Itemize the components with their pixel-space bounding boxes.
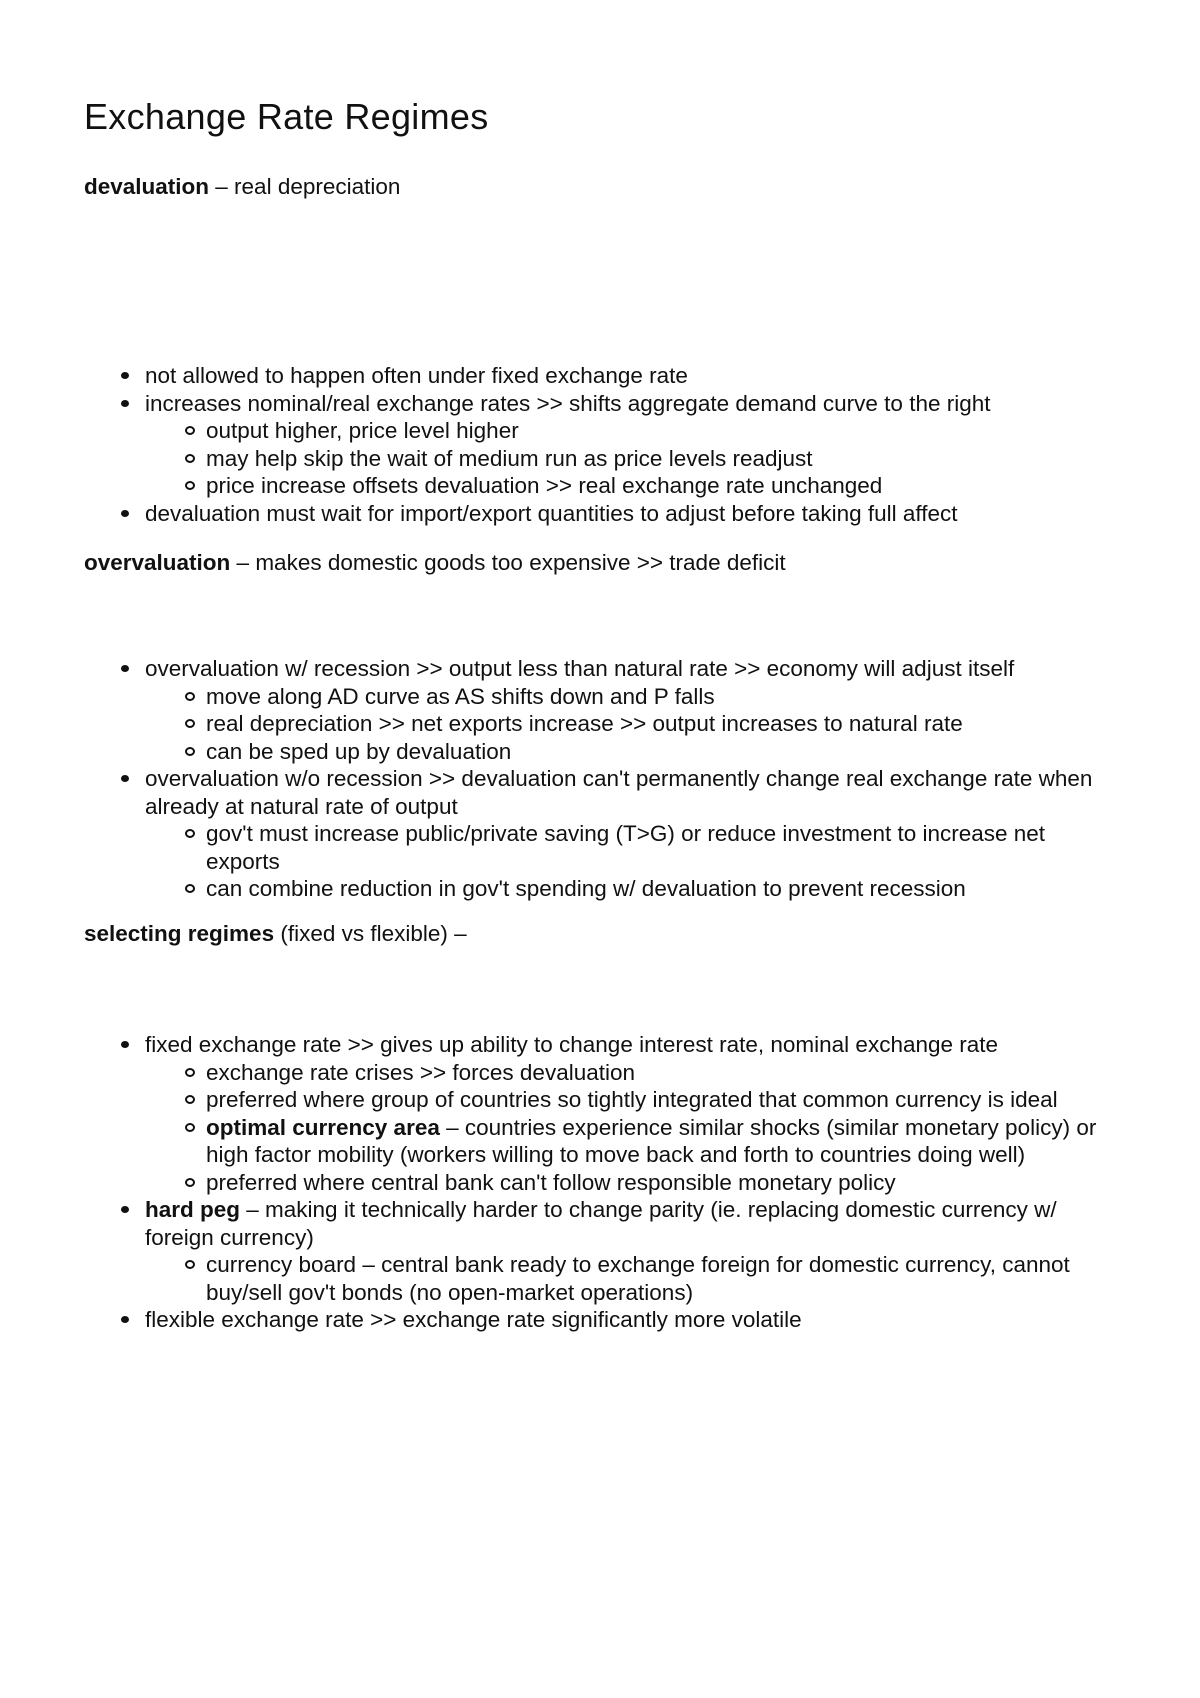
sub-list-item: exchange rate crises >> forces devaluation	[206, 1059, 1125, 1087]
bullet-text: devaluation must wait for import/export quantities to adjust before taking full affect	[145, 500, 958, 526]
sub-list	[145, 820, 1125, 903]
term-hard-peg: hard peg	[145, 1197, 241, 1222]
page-title: Exchange Rate Regimes	[84, 96, 489, 137]
selecting-regimes-definition	[84, 920, 467, 947]
sub-list-item: output higher, price level higher	[206, 417, 1125, 445]
devaluation-definition	[84, 173, 400, 200]
list-item	[145, 362, 1125, 390]
sub-list-item: can be sped up by devaluation	[206, 738, 1125, 766]
sub-list-item: preferred where central bank can't follow responsible monetary policy	[206, 1169, 1125, 1197]
overvaluation-definition	[84, 549, 786, 576]
devaluation-def: – real depreciation	[209, 174, 401, 199]
sub-list-item: price increase offsets devaluation >> real exchange rate unchanged	[206, 472, 1125, 500]
hard-peg-def: – making it technically harder to change parity (ie. replacing domestic currency w/ foreign currency)	[145, 1197, 1057, 1250]
sub-list	[145, 1059, 1125, 1197]
overvaluation-list	[145, 655, 1125, 903]
list-item	[145, 1031, 1125, 1196]
selecting-regimes-list	[145, 1031, 1125, 1334]
term-overvaluation: overvaluation	[84, 550, 231, 575]
selecting-regimes-def: (fixed vs flexible) –	[274, 921, 467, 946]
list-item	[145, 655, 1125, 765]
overvaluation-def: – makes domestic goods too expensive >> trade deficit	[230, 550, 786, 575]
list-item	[145, 1306, 1125, 1334]
sub-list-item: gov't must increase public/private saving (T>G) or reduce investment to increase net exports	[206, 820, 1125, 875]
bullet-text: overvaluation w/o recession >> devaluation can't permanently change real exchange rate when already at natural rate of output	[145, 766, 1093, 819]
sub-list-item: move along AD curve as AS shifts down and P falls	[206, 683, 1125, 711]
bullet-text: overvaluation w/ recession >> output less than natural rate >> economy will adjust itself	[145, 656, 1015, 681]
list-item	[145, 390, 1125, 500]
sub-list	[145, 683, 1125, 766]
bullet-text: fixed exchange rate >> gives up ability to change interest rate, nominal exchange rate	[145, 1032, 999, 1057]
list-item	[145, 1196, 1125, 1306]
sub-list-item: may help skip the wait of medium run as price levels readjust	[206, 445, 1125, 473]
sub-list-item: preferred where group of countries so tightly integrated that common currency is ideal	[206, 1086, 1125, 1114]
sub-list-item: currency board – central bank ready to exchange foreign for domestic currency, cannot buy/sell gov't bonds (no open-market operations)	[206, 1251, 1125, 1306]
term-devaluation: devaluation	[84, 174, 210, 199]
bullet-text: flexible exchange rate >> exchange rate significantly more volatile	[145, 1307, 802, 1332]
sub-list-item	[206, 1114, 1125, 1169]
list-item	[145, 500, 1125, 528]
term-selecting-regimes: selecting regimes	[84, 921, 275, 946]
sub-list-item: real depreciation >> net exports increase >> output increases to natural rate	[206, 710, 1125, 738]
sub-list	[145, 417, 1125, 500]
devaluation-list	[145, 362, 1125, 527]
bullet-text: increases nominal/real exchange rates >> shifts aggregate demand curve to the right	[145, 390, 991, 416]
term-optimal-currency-area: optimal currency area	[206, 1114, 440, 1140]
list-item	[145, 765, 1125, 903]
optimal-currency-area-def: – countries experience similar shocks (similar monetary policy) or high factor mobility (workers willing to move back and forth to countries doing well)	[206, 1114, 1097, 1167]
bullet-text: not allowed to happen often under fixed exchange rate	[145, 363, 688, 388]
sub-list	[145, 1251, 1125, 1306]
sub-list-item: can combine reduction in gov't spending w/ devaluation to prevent recession	[206, 875, 1125, 903]
